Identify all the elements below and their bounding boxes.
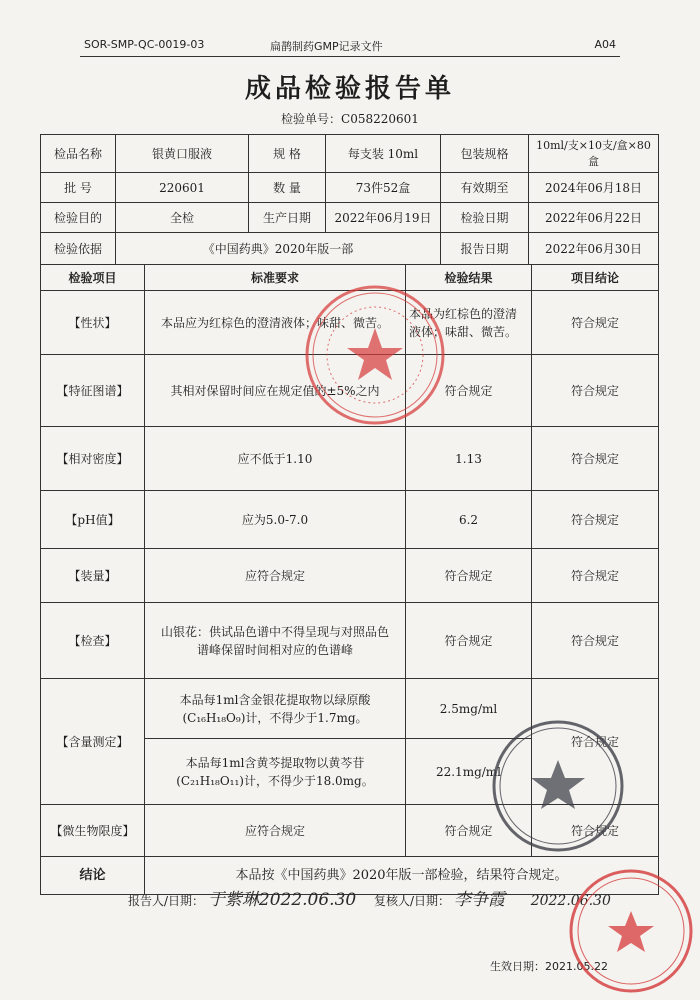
info-value: 银黄口服液 [116, 135, 249, 173]
page-no: A04 [594, 38, 616, 51]
info-value: 2022年06月30日 [529, 233, 659, 265]
test-item: 【特征图谱】 [41, 355, 145, 427]
info-value: 2024年06月18日 [529, 173, 659, 203]
test-result: 1.13 [406, 427, 532, 491]
effective-date: 生效日期：2021.05.22 [490, 960, 608, 973]
conclusion-text: 本品按《中国药典》2020年版一部检验，结果符合规定。 [145, 857, 659, 895]
reviewer-label: 复核人/日期： [374, 894, 451, 908]
info-label: 检验依据 [41, 233, 116, 265]
test-standard: 应符合规定 [145, 805, 406, 857]
test-row-density [41, 427, 659, 491]
seal-star-icon [347, 328, 403, 380]
test-standard: 山银花：供试品色谱中不得呈现与对照品色谱峰保留时间相对应的色谱峰 [145, 603, 406, 679]
doc-control-stamp [566, 866, 696, 996]
reporter-handwriting: 于紫琳2022.06.30 [207, 890, 357, 910]
info-value: 全检 [116, 203, 249, 233]
info-label: 检品名称 [41, 135, 116, 173]
seal-star-icon [608, 911, 654, 952]
test-standard: 本品每1ml含黄芩提取物以黄芩苷(C₂₁H₁₈O₁₁)计，不得少于18.0mg。 [145, 739, 406, 805]
reviewer-handwriting: 李争霞 [453, 890, 505, 910]
test-result: 符合规定 [406, 805, 532, 857]
info-row-basis [41, 233, 659, 265]
info-value: 2022年06月22日 [529, 203, 659, 233]
reporter-signature [128, 885, 356, 910]
test-item: 【检查】 [41, 603, 145, 679]
info-label: 数 量 [249, 173, 326, 203]
info-value: 73件52盒 [326, 173, 441, 203]
info-row-name [41, 135, 659, 173]
page-title: 成品检验报告单 [244, 74, 455, 104]
info-value: 每支装 10ml [326, 135, 441, 173]
test-item: 【性状】 [41, 291, 145, 355]
test-result: 符合规定 [406, 549, 532, 603]
doc-code: SOR-SMP-QC-0019-03 [84, 38, 205, 51]
test-item: 【含量测定】 [41, 679, 145, 805]
column-header: 标准要求 [145, 265, 406, 291]
test-conclusion: 符合规定 [532, 491, 659, 549]
info-label: 有效期至 [441, 173, 529, 203]
test-conclusion: 符合规定 [532, 603, 659, 679]
column-header: 检验结果 [406, 265, 532, 291]
column-header: 项目结论 [532, 265, 659, 291]
test-result: 2.5mg/ml [406, 679, 532, 739]
test-standard: 其相对保留时间应在规定值的±5%之内 [145, 355, 406, 427]
test-conclusion: 符合规定 [532, 427, 659, 491]
seal-star-icon [531, 760, 585, 809]
test-result: 6.2 [406, 491, 532, 549]
info-label: 检验日期 [441, 203, 529, 233]
info-table [40, 134, 659, 265]
reviewer-date: 2022.06.30 [530, 893, 611, 909]
test-item: 【pH值】 [41, 491, 145, 549]
info-label: 报告日期 [441, 233, 529, 265]
info-row-purpose [41, 203, 659, 233]
test-standard: 本品应为红棕色的澄清液体；味甜、微苦。 [145, 291, 406, 355]
test-item: 【装量】 [41, 549, 145, 603]
test-row-inspection [41, 603, 659, 679]
info-label: 检验目的 [41, 203, 116, 233]
test-standard: 应为5.0-7.0 [145, 491, 406, 549]
info-label: 规 格 [249, 135, 326, 173]
info-value: 《中国药典》2020年版一部 [116, 233, 441, 265]
company-seal-stamp [488, 716, 628, 856]
test-result: 符合规定 [406, 355, 532, 427]
conclusion-label: 结论 [41, 857, 145, 895]
info-value: 2022年06月19日 [326, 203, 441, 233]
qc-seal-stamp [300, 280, 450, 430]
document-header [80, 36, 620, 57]
test-item: 【相对密度】 [41, 427, 145, 491]
test-standard: 应不低于1.10 [145, 427, 406, 491]
info-row-batch [41, 173, 659, 203]
test-result: 符合规定 [406, 603, 532, 679]
test-standard: 本品每1ml含金银花提取物以绿原酸(C₁₆H₁₈O₉)计，不得少于1.7mg。 [145, 679, 406, 739]
company-record: 扁鹊制药GMP记录文件 [270, 40, 383, 53]
info-label: 批 号 [41, 173, 116, 203]
reporter-label: 报告人/日期： [128, 894, 205, 908]
test-item: 【微生物限度】 [41, 805, 145, 857]
test-conclusion: 符合规定 [532, 355, 659, 427]
info-value: 220601 [116, 173, 249, 203]
test-conclusion: 符合规定 [532, 679, 659, 805]
test-row-ph [41, 491, 659, 549]
test-conclusion: 符合规定 [532, 805, 659, 857]
test-row-filling [41, 549, 659, 603]
test-standard: 应符合规定 [145, 549, 406, 603]
info-value: 10ml/支×10支/盒×80盒 [529, 135, 659, 173]
test-conclusion: 符合规定 [532, 549, 659, 603]
column-header: 检验项目 [41, 265, 145, 291]
info-label: 生产日期 [249, 203, 326, 233]
test-result: 本品为红棕色的澄清液体；味甜、微苦。 [406, 291, 532, 355]
test-result: 22.1mg/ml [406, 739, 532, 805]
test-conclusion: 符合规定 [532, 291, 659, 355]
report-number: 检验单号：C058220601 [281, 112, 419, 126]
info-label: 包装规格 [441, 135, 529, 173]
